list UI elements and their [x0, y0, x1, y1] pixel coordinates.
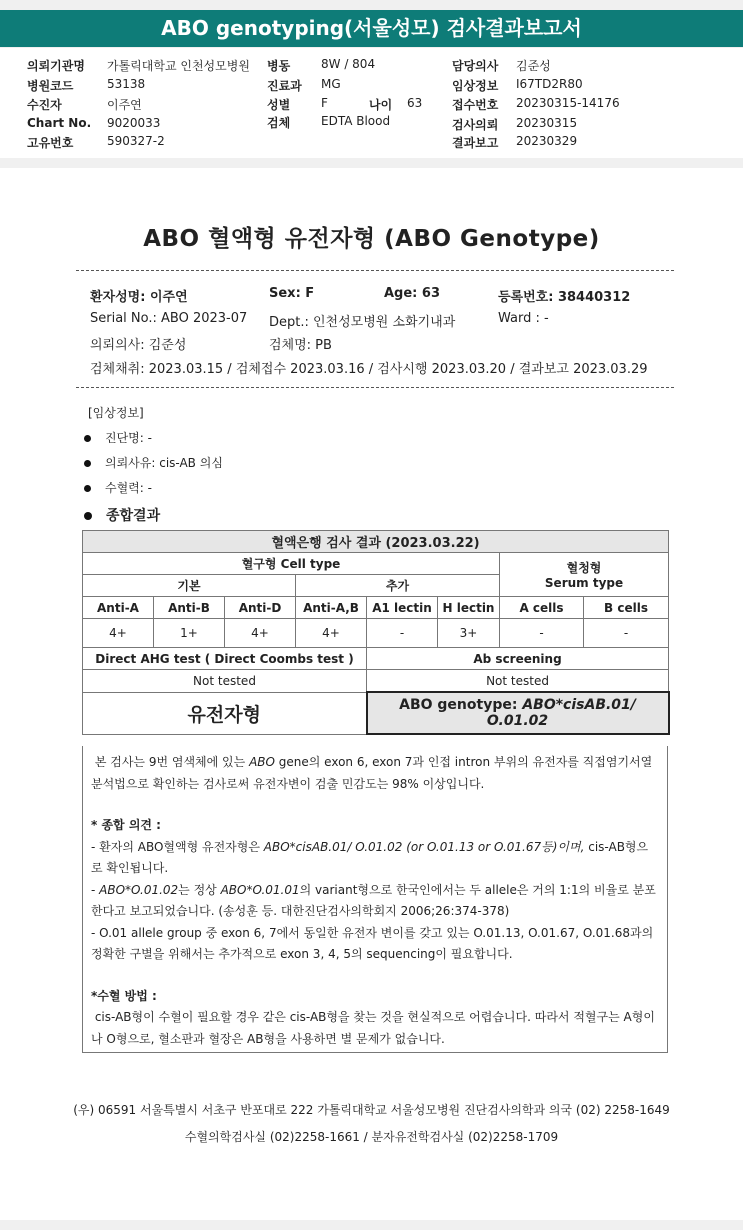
- result-cell: 4+: [225, 619, 296, 648]
- footer-contacts: 수혈의학검사실 (02)2258-1661 / 분자유전학검사실 (02)2258-1709: [184, 1130, 559, 1144]
- header-field: 수진자: [27, 98, 62, 112]
- header-value: EDTA Blood: [321, 114, 391, 128]
- clinical-item: 진단명: -: [84, 429, 152, 446]
- result-cell: 3+: [438, 619, 500, 648]
- header-value: 이주연: [107, 98, 142, 112]
- header-value: 8W / 804: [321, 57, 376, 71]
- blood-bank-results-table: [82, 530, 670, 735]
- cell-type-header: 혈구형 Cell type: [83, 553, 500, 575]
- summary-header: 종합결과: [84, 505, 160, 525]
- header-value: MG: [321, 77, 341, 91]
- column-header: Anti-A: [83, 597, 154, 619]
- result-cell: -: [584, 619, 669, 648]
- transfusion-header: *수혈 방법 :: [91, 988, 157, 1003]
- header-value: 가톨릭대학교 인천성모병원: [107, 59, 250, 73]
- column-header: A cells: [500, 597, 584, 619]
- ordering-doctor: 의뢰의사: 김준성: [90, 338, 187, 353]
- table-title: 혈액은행 검사 결과 (2023.03.22): [83, 531, 669, 553]
- header-field: 나이: [369, 98, 393, 112]
- report-main-title: ABO 혈액형 유전자형 (ABO Genotype): [143, 226, 600, 252]
- clinical-item: 의뢰사유: cis-AB 의심: [84, 454, 223, 471]
- header-field: Chart No.: [27, 116, 92, 130]
- header-value: I67TD2R80: [516, 77, 583, 91]
- header-field: 진료과: [267, 79, 302, 93]
- result-cell: 4+: [296, 619, 367, 648]
- column-header: Anti-D: [225, 597, 296, 619]
- transfusion-text: cis-AB형이 수혈이 필요할 경우 같은 cis-AB형을 찾는 것을 현실적으로 어렵습니다. 따라서 적혈구는 A형이나 O형으로, 혈소판과 혈장은 AB형을 사용하면 별 문제가 없습니다.: [91, 1010, 655, 1046]
- report-body: [0, 168, 743, 1220]
- column-header: Anti-A,B: [296, 597, 367, 619]
- header-value: 53138: [107, 77, 146, 91]
- header-value: 20230329: [516, 134, 578, 148]
- divider: [76, 387, 674, 388]
- genotype-result: ABO genotype: ABO*cisAB.01/ O.01.02: [367, 692, 669, 734]
- footer-address: (우) 06591 서울특별시 서초구 반포대로 222 가톨릭대학교 서울성모병원 진단검사의학과 의국 (02) 2258-1649: [73, 1103, 670, 1117]
- patient-sex: Sex: F: [269, 286, 315, 301]
- header-field: 고유번호: [27, 136, 74, 150]
- result-cell: -: [500, 619, 584, 648]
- divider: [76, 270, 674, 271]
- opinion-header: * 종합 의견 :: [91, 818, 161, 832]
- header-value: 590327-2: [107, 134, 165, 148]
- column-header: B cells: [584, 597, 669, 619]
- column-header: Anti-B: [154, 597, 225, 619]
- department: Dept.: 인천성모병원 소화기내과: [269, 315, 456, 330]
- report-title-bar: [0, 10, 743, 47]
- header-value: 20230315-14176: [516, 96, 620, 110]
- result-cell: 4+: [83, 619, 154, 648]
- opinion-item: - ABO*O.01.02는 정상 ABO*O.01.01의 variant형으로 한국인에서는 두 allele은 거의 1:1의 비율로 분포한다고 보고되었습니다. (송성훈 등. 대한진단검사의학회지 2006;26:374-378): [91, 882, 656, 918]
- patient-name: 환자성명: 이주연: [90, 290, 188, 305]
- description-box: [82, 746, 668, 1053]
- header-field: 결과보고: [452, 136, 499, 150]
- genotype-label: 유전자형: [83, 692, 367, 734]
- clinical-item: 수혈력: -: [84, 479, 152, 496]
- result-cell: -: [367, 619, 438, 648]
- serial-no: Serial No.: ABO 2023-07: [90, 311, 248, 326]
- ab-screening-label: Ab screening: [367, 648, 669, 670]
- header-field: 병동: [267, 59, 291, 73]
- opinion-item: - O.01 allele group 중 exon 6, 7에서 동일한 유전자 변이를 갖고 있는 O.01.13, O.01.67, O.01.68과의 정확한 구별을 위해서는 추가적으로 exon 3, 4, 5의 sequencing이 필요합니다.: [91, 925, 654, 961]
- header-field: 검사의뢰: [452, 118, 499, 132]
- dat-value: Not tested: [83, 670, 367, 693]
- header-value: 김준성: [516, 59, 551, 73]
- ward: Ward : -: [498, 311, 549, 326]
- report-title: ABO genotyping(서울성모) 검사결과보고서: [161, 16, 582, 40]
- header-field: 임상정보: [452, 79, 499, 93]
- header-field: 의뢰기관명: [27, 59, 85, 73]
- ab-screening-value: Not tested: [367, 670, 669, 693]
- header-value: 63: [407, 96, 423, 110]
- column-header: H lectin: [438, 597, 500, 619]
- patient-age: Age: 63: [384, 286, 440, 301]
- serum-type-header: 혈청형 Serum type: [500, 553, 669, 597]
- basic-header: 기본: [83, 575, 296, 597]
- clinical-info-header: [임상정보]: [88, 406, 144, 420]
- result-cell: 1+: [154, 619, 225, 648]
- specimen: 검체명: PB: [269, 338, 332, 353]
- test-dates: 검체채취: 2023.03.15 / 검체접수 2023.03.16 / 검사시행 2023.03.20 / 결과보고 2023.03.29: [90, 362, 648, 377]
- dat-label: Direct AHG test ( Direct Coombs test ): [83, 648, 367, 670]
- extra-header: 추가: [296, 575, 500, 597]
- header-value: 20230315: [516, 116, 578, 130]
- header-field: 검체: [267, 116, 291, 130]
- intro-text: 본 검사는 9번 염색체에 있는 ABO gene의 exon 6, exon 7과 인접 intron 부위의 유전자를 직접염기서열 분석법으로 확인하는 검사로써 유전자변이 검출 민감도는 98% 이상입니다.: [91, 755, 653, 791]
- opinion-item: - 환자의 ABO혈액형 유전자형은 ABO*cisAB.01/ O.01.02 (or O.01.13 or O.01.67등)이며, cis-AB형으로 확인됩니다.: [91, 839, 649, 875]
- header-value: 9020033: [107, 116, 161, 130]
- header-field: 담당의사: [452, 59, 499, 73]
- request-header: [0, 48, 743, 158]
- patient-reg-no: 등록번호: 38440312: [498, 290, 631, 305]
- header-field: 성별: [267, 98, 291, 112]
- header-field: 접수번호: [452, 98, 499, 112]
- column-header: A1 lectin: [367, 597, 438, 619]
- header-value: F: [321, 96, 328, 110]
- header-field: 병원코드: [27, 79, 74, 93]
